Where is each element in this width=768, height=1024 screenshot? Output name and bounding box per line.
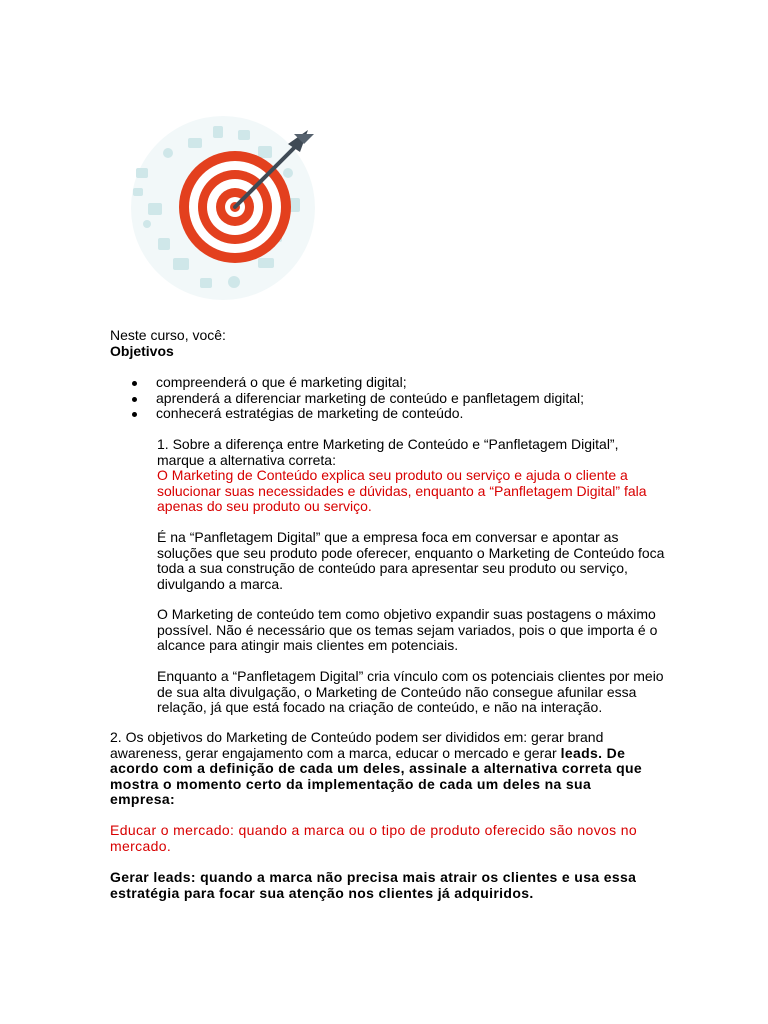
question-1-correct-answer: O Marketing de Conteúdo explica seu produto ou serviço e ajuda o cliente a solucionar suas necessidades e dúvidas, enquanto a “Panfletagem Digital” fala apenas do seu produto ou serviço. — [157, 467, 647, 514]
list-item: aprenderá a diferenciar marketing de conteúdo e panfletagem digital; — [110, 391, 670, 407]
list-item: compreenderá o que é marketing digital; — [110, 375, 670, 391]
question-1-text: 1. Sobre a diferença entre Marketing de Conteúdo e “Panfletagem Digital”, marque a alternativa correta: — [157, 436, 619, 468]
question-2-text-bold: leads. De acordo com a definição de cada um deles, assinale a alternativa correta que mostra o momento certo da implementação de cada um deles na sua empresa: — [110, 744, 643, 807]
intro-line: Neste curso, você: — [110, 327, 226, 343]
list-item: conhecerá estratégias de marketing de conteúdo. — [110, 406, 670, 422]
question-1 — [157, 437, 667, 515]
question-2-answer-red: Educar o mercado: quando a marca ou o tipo de produto oferecido são novos no mercado. — [110, 822, 638, 854]
bullet-icon — [132, 397, 137, 402]
question-1-option: É na “Panfletagem Digital” que a empresa foca em conversar e apontar as soluções que seu produto pode oferecer, enquanto o Marketing de Conteúdo foca toda a sua construção de conteúdo para apresentar seu produto ou serviço, divulgando a marca. — [157, 529, 665, 592]
question-1-option: Enquanto a “Panfletagem Digital” cria vínculo com os potenciais clientes por meio de sua alta divulgação, o Marketing de Conteúdo não consegue afunilar essa relação, já que está focado na criação de conteúdo, e não na interação. — [157, 668, 664, 715]
objectives-list — [110, 375, 670, 422]
question-2 — [110, 730, 655, 808]
question-1-option: O Marketing de conteúdo tem como objetivo expandir suas postagens o máximo possível. Não é necessário que os temas sejam variados, pois o que importa é o alcance para atingir mais clientes em potenciais. — [157, 606, 658, 653]
question-2-text: 2. Os objetivos do Marketing de Conteúdo podem ser divididos em: gerar brand awareness, gerar engajamento com a marca, educar o mercado e gerar — [110, 729, 604, 761]
objectives-heading: Objetivos — [110, 342, 174, 359]
bullet-icon — [132, 412, 137, 417]
question-2-answer-bold: Gerar leads: quando a marca não precisa mais atrair os clientes e usa essa estratégia para focar sua atenção nos clientes já adquiridos. — [110, 869, 637, 901]
target-illustration — [118, 108, 328, 308]
bullet-icon — [132, 381, 137, 386]
